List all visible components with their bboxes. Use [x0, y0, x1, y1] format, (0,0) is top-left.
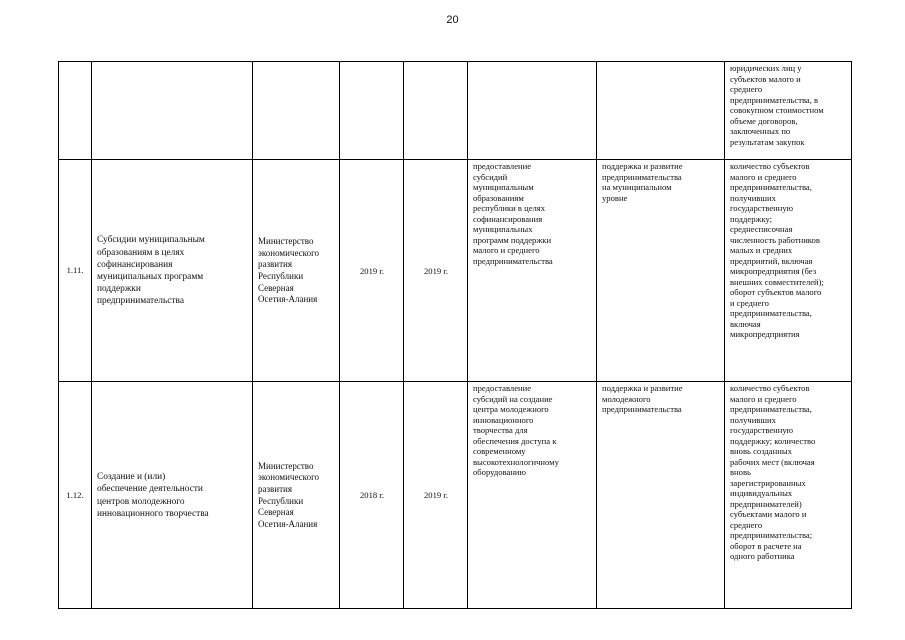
- cell-executor: [253, 62, 340, 160]
- start-year: 2019 г.: [359, 265, 385, 276]
- end-year: 2019 г.: [423, 490, 449, 501]
- cell-content: [468, 160, 597, 382]
- cell-result: [597, 62, 725, 160]
- content-text: предоставление субсидий на создание центра молодежного инновационного творчества для обеспечения доступа к современному высокотехнологичному оборудованию: [473, 383, 559, 477]
- cell-start: [340, 382, 404, 609]
- cell-executor: [253, 160, 340, 382]
- cell-result: [597, 160, 725, 382]
- cell-num: [59, 62, 92, 160]
- task-text: Субсидии муниципальным образованиям в целях софинансирования муниципальных программ поддержки предпринимательства: [97, 235, 205, 307]
- cell-indicators: [725, 62, 852, 160]
- start-year: 2018 г.: [359, 490, 385, 501]
- result-text: поддержка и развитие молодежного предпринимательства: [602, 383, 683, 414]
- cell-executor: [253, 382, 340, 609]
- result-text: поддержка и развитие предпринимательства на муниципальном уровне: [602, 161, 683, 203]
- row-number: 1.12.: [66, 489, 84, 500]
- page-number: 20: [446, 14, 459, 26]
- table-row-continuation: [59, 62, 852, 160]
- measures-table: [58, 61, 852, 609]
- cell-content: [468, 382, 597, 609]
- cell-end: [404, 382, 468, 609]
- content-text: предоставление субсидий муниципальным образованиям республики в целях софинансирования муниципальных программ поддержки малого и среднего предпринимательства: [473, 161, 553, 266]
- table-row: [59, 382, 852, 609]
- cell-num: [59, 382, 92, 609]
- cell-num: [59, 160, 92, 382]
- table-row: [59, 160, 852, 382]
- cell-end: [404, 160, 468, 382]
- cell-indicators: [725, 382, 852, 609]
- cell-indicators: [725, 160, 852, 382]
- end-year: 2019 г.: [423, 265, 449, 276]
- cell-start: [340, 160, 404, 382]
- cell-task: [92, 62, 253, 160]
- row-number: 1.11.: [66, 265, 84, 276]
- executor-text: Министерство экономического развития Республики Северная Осетия-Алания: [258, 236, 320, 305]
- cell-end: [404, 62, 468, 160]
- cell-result: [597, 382, 725, 609]
- indicators-text: юридических лиц у субъектов малого и среднего предпринимательства, в совокупном стоимостном объеме договоров, заключенных по результатам закупок: [730, 63, 824, 147]
- cell-content: [468, 62, 597, 160]
- cell-task: [92, 382, 253, 609]
- task-text: Создание и (или) обеспечение деятельности центров молодежного инновационного творчества: [97, 472, 209, 519]
- indicators-text: количество субъектов малого и среднего предпринимательства, получивших государственную поддержку; среднесписочная численность работников малых и средних предприятий, включая микропредприятия (без внешних совместителей); оборот субъектов малого и среднего предпринимательства, включая микропредприятия: [730, 161, 824, 339]
- executor-text: Министерство экономического развития Республики Северная Осетия-Алания: [258, 460, 320, 529]
- cell-start: [340, 62, 404, 160]
- indicators-text: количество субъектов малого и среднего предпринимательства, получивших государственную поддержку; количество вновь созданных рабочих мест (включая вновь зарегистрированных индивидуальных предпринимателей) субъектами малого и среднего предпринимательства; оборот в расчете на одного работника: [730, 383, 816, 561]
- cell-task: [92, 160, 253, 382]
